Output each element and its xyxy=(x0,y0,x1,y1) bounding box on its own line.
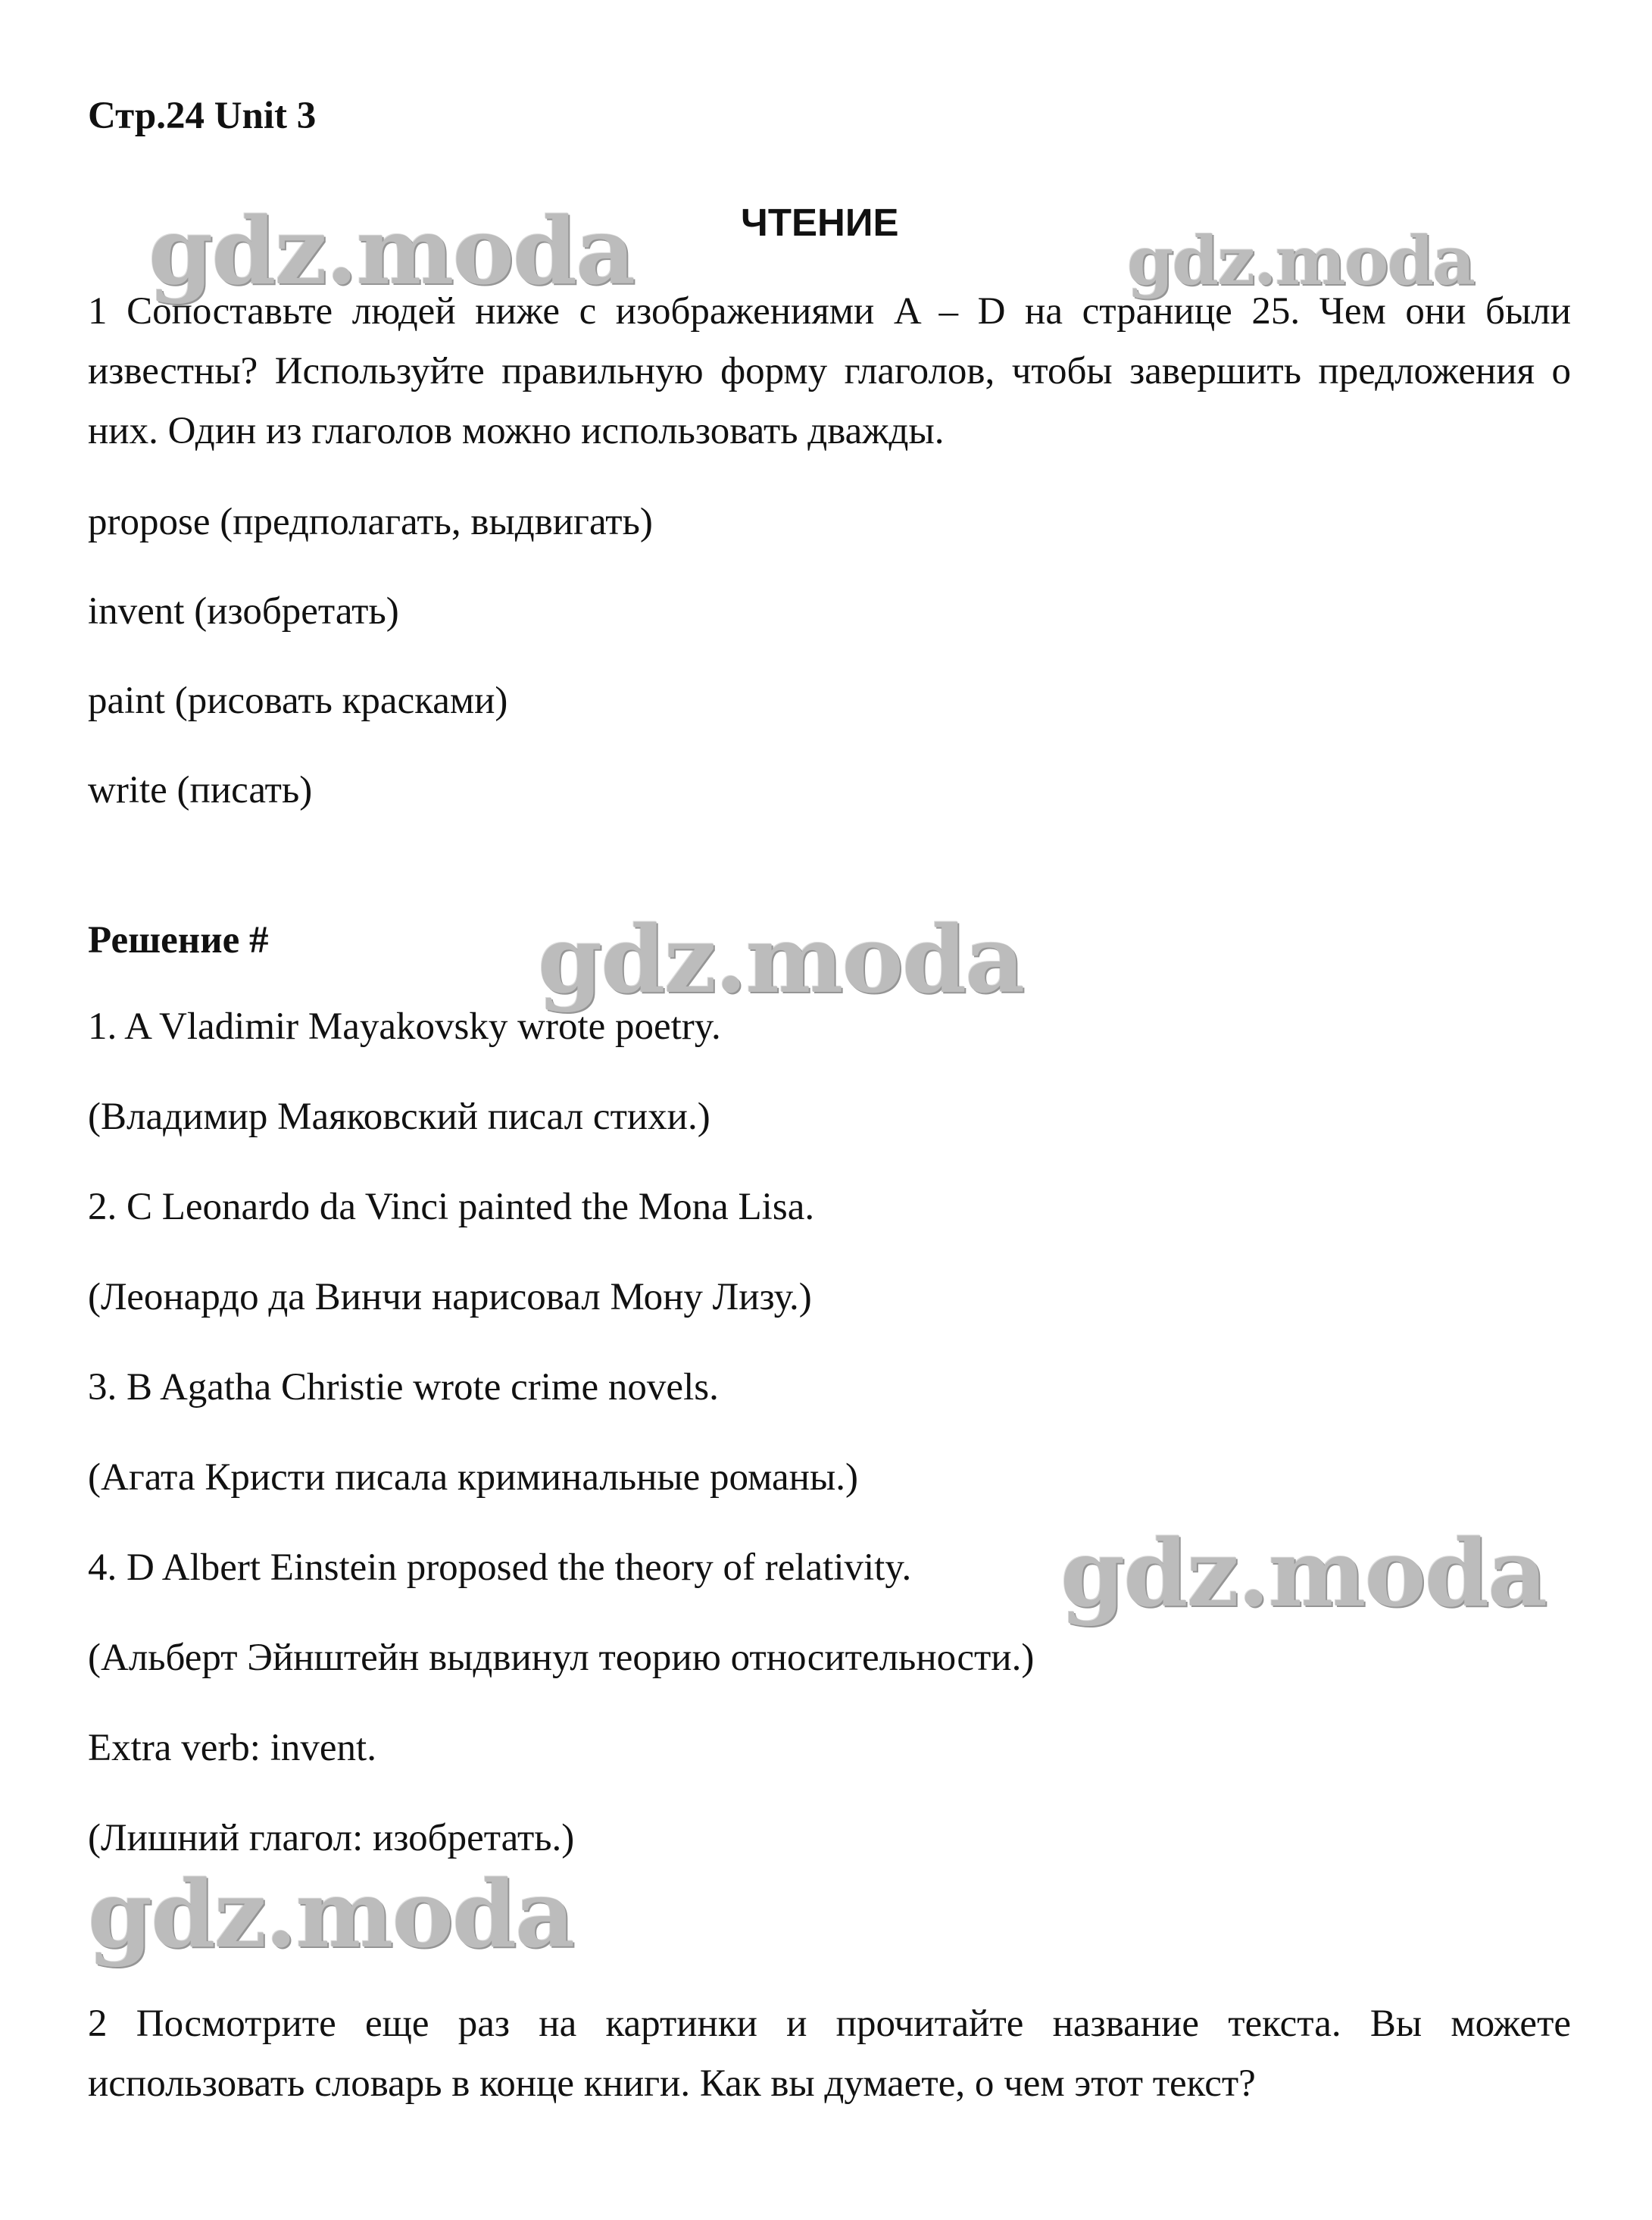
watermark-logo: gdz.moda xyxy=(148,196,635,305)
solution-line: (Альберт Эйнштейн выдвинул теорию относительности.) xyxy=(88,1637,1035,1679)
task-2-instructions: 2 Посмотрите еще раз на картинки и прочитайте название текста. Вы можете использовать словарь в конце книги. Как вы думаете, о чем этот текст? xyxy=(88,2003,1571,2105)
watermark-logo: gdz.moda xyxy=(1060,1518,1547,1627)
watermark-logo: gdz.moda xyxy=(1127,221,1475,300)
page-title: Стр.24 Unit 3 xyxy=(88,95,317,137)
solution-heading: Решение # xyxy=(88,919,269,961)
task-1-instructions: 1 Сопоставьте людей ниже с изображениями A – D на странице 25. Чем они были известны? Используйте правильную форму глаголов, чтобы завершить предложения о них. Один из глаголов можно использовать дважды. xyxy=(88,290,1571,452)
verb-item: propose (предполагать, выдвигать) xyxy=(88,501,653,543)
solution-line: (Лишний глагол: изобретать.) xyxy=(88,1817,575,1859)
watermark-logo: gdz.moda xyxy=(538,905,1024,1014)
verb-item: write (писать) xyxy=(88,769,313,811)
verb-item: invent (изобретать) xyxy=(88,590,399,633)
solution-line: 1. A Vladimir Mayakovsky wrote poetry. xyxy=(88,1005,721,1048)
solution-line: 4. D Albert Einstein proposed the theory of relativity. xyxy=(88,1546,912,1589)
watermark-logo: gdz.moda xyxy=(88,1859,574,1968)
solution-line: Extra verb: invent. xyxy=(88,1727,376,1769)
solution-line: (Леонардо да Винчи нарисовал Мону Лизу.) xyxy=(88,1276,812,1318)
solution-line: 3. B Agatha Christie wrote crime novels. xyxy=(88,1366,719,1409)
verb-item: paint (рисовать красками) xyxy=(88,680,508,722)
solution-line: (Владимир Маяковский писал стихи.) xyxy=(88,1096,710,1138)
solution-line: (Агата Кристи писала криминальные романы.) xyxy=(88,1456,858,1499)
solution-line: 2. C Leonardo da Vinci painted the Mona Lisa. xyxy=(88,1186,815,1228)
section-title: ЧТЕНИЕ xyxy=(741,201,899,244)
